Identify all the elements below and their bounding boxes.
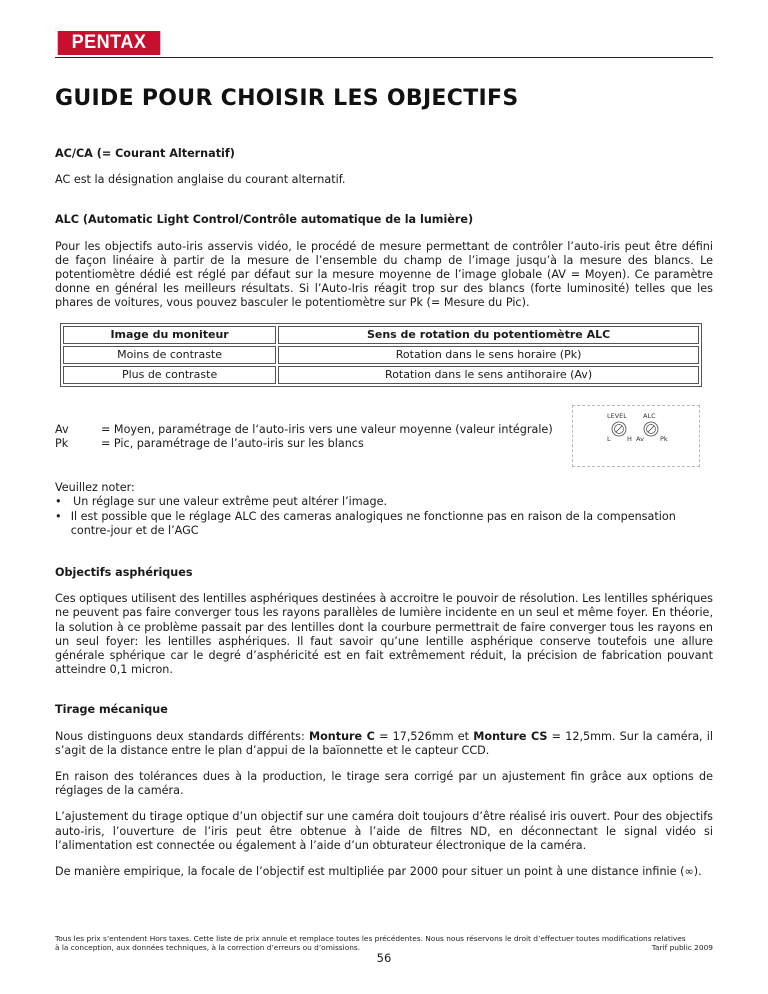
dial-label-alc: ALC — [643, 412, 656, 421]
list-item-text: Il est possible que le réglage ALC des cameras analogiques ne fonctionne pas en raison de la compensation contre-jour et de l’AGC — [70, 509, 676, 537]
page-number: 56 — [376, 951, 392, 965]
section-heading-ac: AC/CA (= Courant Alternatif) — [55, 147, 235, 160]
table-cell: Rotation dans le sens horaire (Pk) — [278, 346, 699, 364]
section-heading-asph: Objectifs asphériques — [55, 566, 193, 580]
legend-text: = Pic, paramétrage de l’auto-iris sur les blancs — [101, 437, 364, 451]
level-knob-icon — [612, 422, 626, 436]
legend-item-av — [55, 423, 553, 437]
section-heading-alc: ALC (Automatic Light Control/Contrôle automatique de la lumière) — [55, 213, 474, 227]
table-cell: Moins de contraste — [63, 346, 276, 364]
text-run: = 17,526mm et — [374, 729, 474, 743]
legend-item-pk — [55, 437, 553, 451]
dial-label-level: LEVEL — [607, 412, 627, 421]
section-heading-tirage: Tirage mécanique — [55, 703, 168, 717]
bullet: • — [55, 495, 62, 509]
c-mount-label: Monture C — [308, 729, 375, 743]
dial-label-pk: Pk — [660, 435, 668, 444]
dial-label-h: H — [627, 435, 632, 444]
cs-mount-label: Monture CS — [473, 729, 548, 743]
bullet: • — [55, 509, 62, 523]
footer-tariff: Tarif public 2009 — [651, 943, 713, 953]
list-item — [55, 495, 713, 509]
alc-table — [60, 323, 702, 388]
dial-label-av: Av — [636, 435, 644, 444]
text-run: Nous distinguons deux standards différents: — [55, 729, 309, 743]
table-header-cell: Image du moniteur — [63, 326, 276, 344]
table-row — [63, 366, 699, 384]
footer-line-1: Tous les prix s’entendent Hors taxes. Cette liste de prix annule et remplace toutes les précédentes. Nous nous réservons le droit d’effectuer toutes modifications relatives — [55, 934, 686, 943]
legend-key: Pk — [55, 437, 69, 451]
dial-label-l: L — [607, 435, 611, 444]
table-row — [63, 346, 699, 364]
table-cell: Rotation dans le sens antihoraire (Av) — [278, 366, 699, 384]
footer — [55, 934, 713, 953]
tirage-paragraph-3: L’ajustement du tirage optique d’un objectif sur une caméra doit toujours d’être réalisé iris ouvert. Pour des objectifs auto-iris, l’ouverture de l’iris peut être obtenue à l’aide de filtres ND, en déconnectant le signal vidéo si l’alimentation est connectée ou également à l’aide d’un obturateur électronique de la caméra. — [55, 810, 713, 852]
text-run: = 12,5mm. Sur la caméra, il s’agit de la distance entre le plan d’appui de la baïonnette et le capteur CCD. — [55, 729, 714, 757]
table-cell: Plus de contraste — [63, 366, 276, 384]
section-text-asph: Ces optiques utilisent des lentilles asphériques destinées à accroitre le pouvoir de résolution. Les lentilles sphériques ne peuvent pas faire converger tous les rayons parallèles de lumière incidente en un seul et même foyer. En théorie, la solution à ce problème passait par des lentilles dont la courbure permettrait de faire converger tous les rayons en un seul foyer: les lentilles asphériques. Il faut savoir qu’une lentille asphérique conserve toutefois une allure générale sphérique car le degré d’asphéricité est en fait extrêmement réduit, la précision de fabrication pouvant atteindre 0,1 micron. — [55, 592, 713, 677]
tirage-paragraph-2: En raison des tolérances dues à la production, le tirage sera corrigé par un ajustement fin grâce aux options de réglages de la caméra. — [55, 770, 713, 798]
list-item — [55, 510, 713, 538]
main-content — [55, 147, 713, 891]
alc-knob-icon — [644, 422, 658, 436]
potentiometer-diagram — [572, 405, 700, 467]
tirage-paragraph-1 — [55, 730, 713, 758]
header-rule — [55, 57, 713, 58]
section-text-alc: Pour les objectifs auto-iris asservis vidéo, le procédé de mesure permettant de contrôler l’auto-iris peut être défini de façon linéaire à partir de la mesure de l’ensemble du champ de l’image jusqu’à la mesure des blancs. Le potentiomètre dédié est réglé par défaut sur la mesure moyenne de l’image globale (AV = Moyen). Ce paramètre donne en général les meilleurs résultats. Si l’Auto-Iris réagit trop sur des blancs (forte luminosité) telles que les phares de voitures, vous pouvez basculer le potentiomètre sur Pk (= Mesure du Pic). — [55, 239, 713, 310]
notes — [55, 481, 713, 538]
page-title: GUIDE POUR CHOISIR LES OBJECTIFS — [55, 86, 519, 111]
footer-line-2: à la conception, aux données techniques, à la correction d’erreurs ou d’omissions. — [55, 943, 361, 953]
pentax-logo: PENTAX — [58, 31, 161, 55]
section-text-ac: AC est la désignation anglaise du courant alternatif. — [55, 173, 346, 187]
legend-text: = Moyen, paramétrage de l‘auto-iris vers une valeur moyenne (valeur intégrale) — [101, 423, 553, 437]
legend-key: Av — [55, 423, 69, 437]
tirage-paragraph-4: De manière empirique, la focale de l’objectif est multipliée par 2000 pour situer un point à une distance infinie (∞). — [55, 865, 702, 879]
table-header-cell: Sens de rotation du potentiomètre ALC — [278, 326, 699, 344]
alc-legend — [55, 405, 713, 467]
notes-intro: Veuillez noter: — [55, 481, 135, 495]
table-header-row — [63, 326, 699, 344]
list-item-text: Un réglage sur une valeur extrême peut altérer l’image. — [73, 495, 388, 509]
